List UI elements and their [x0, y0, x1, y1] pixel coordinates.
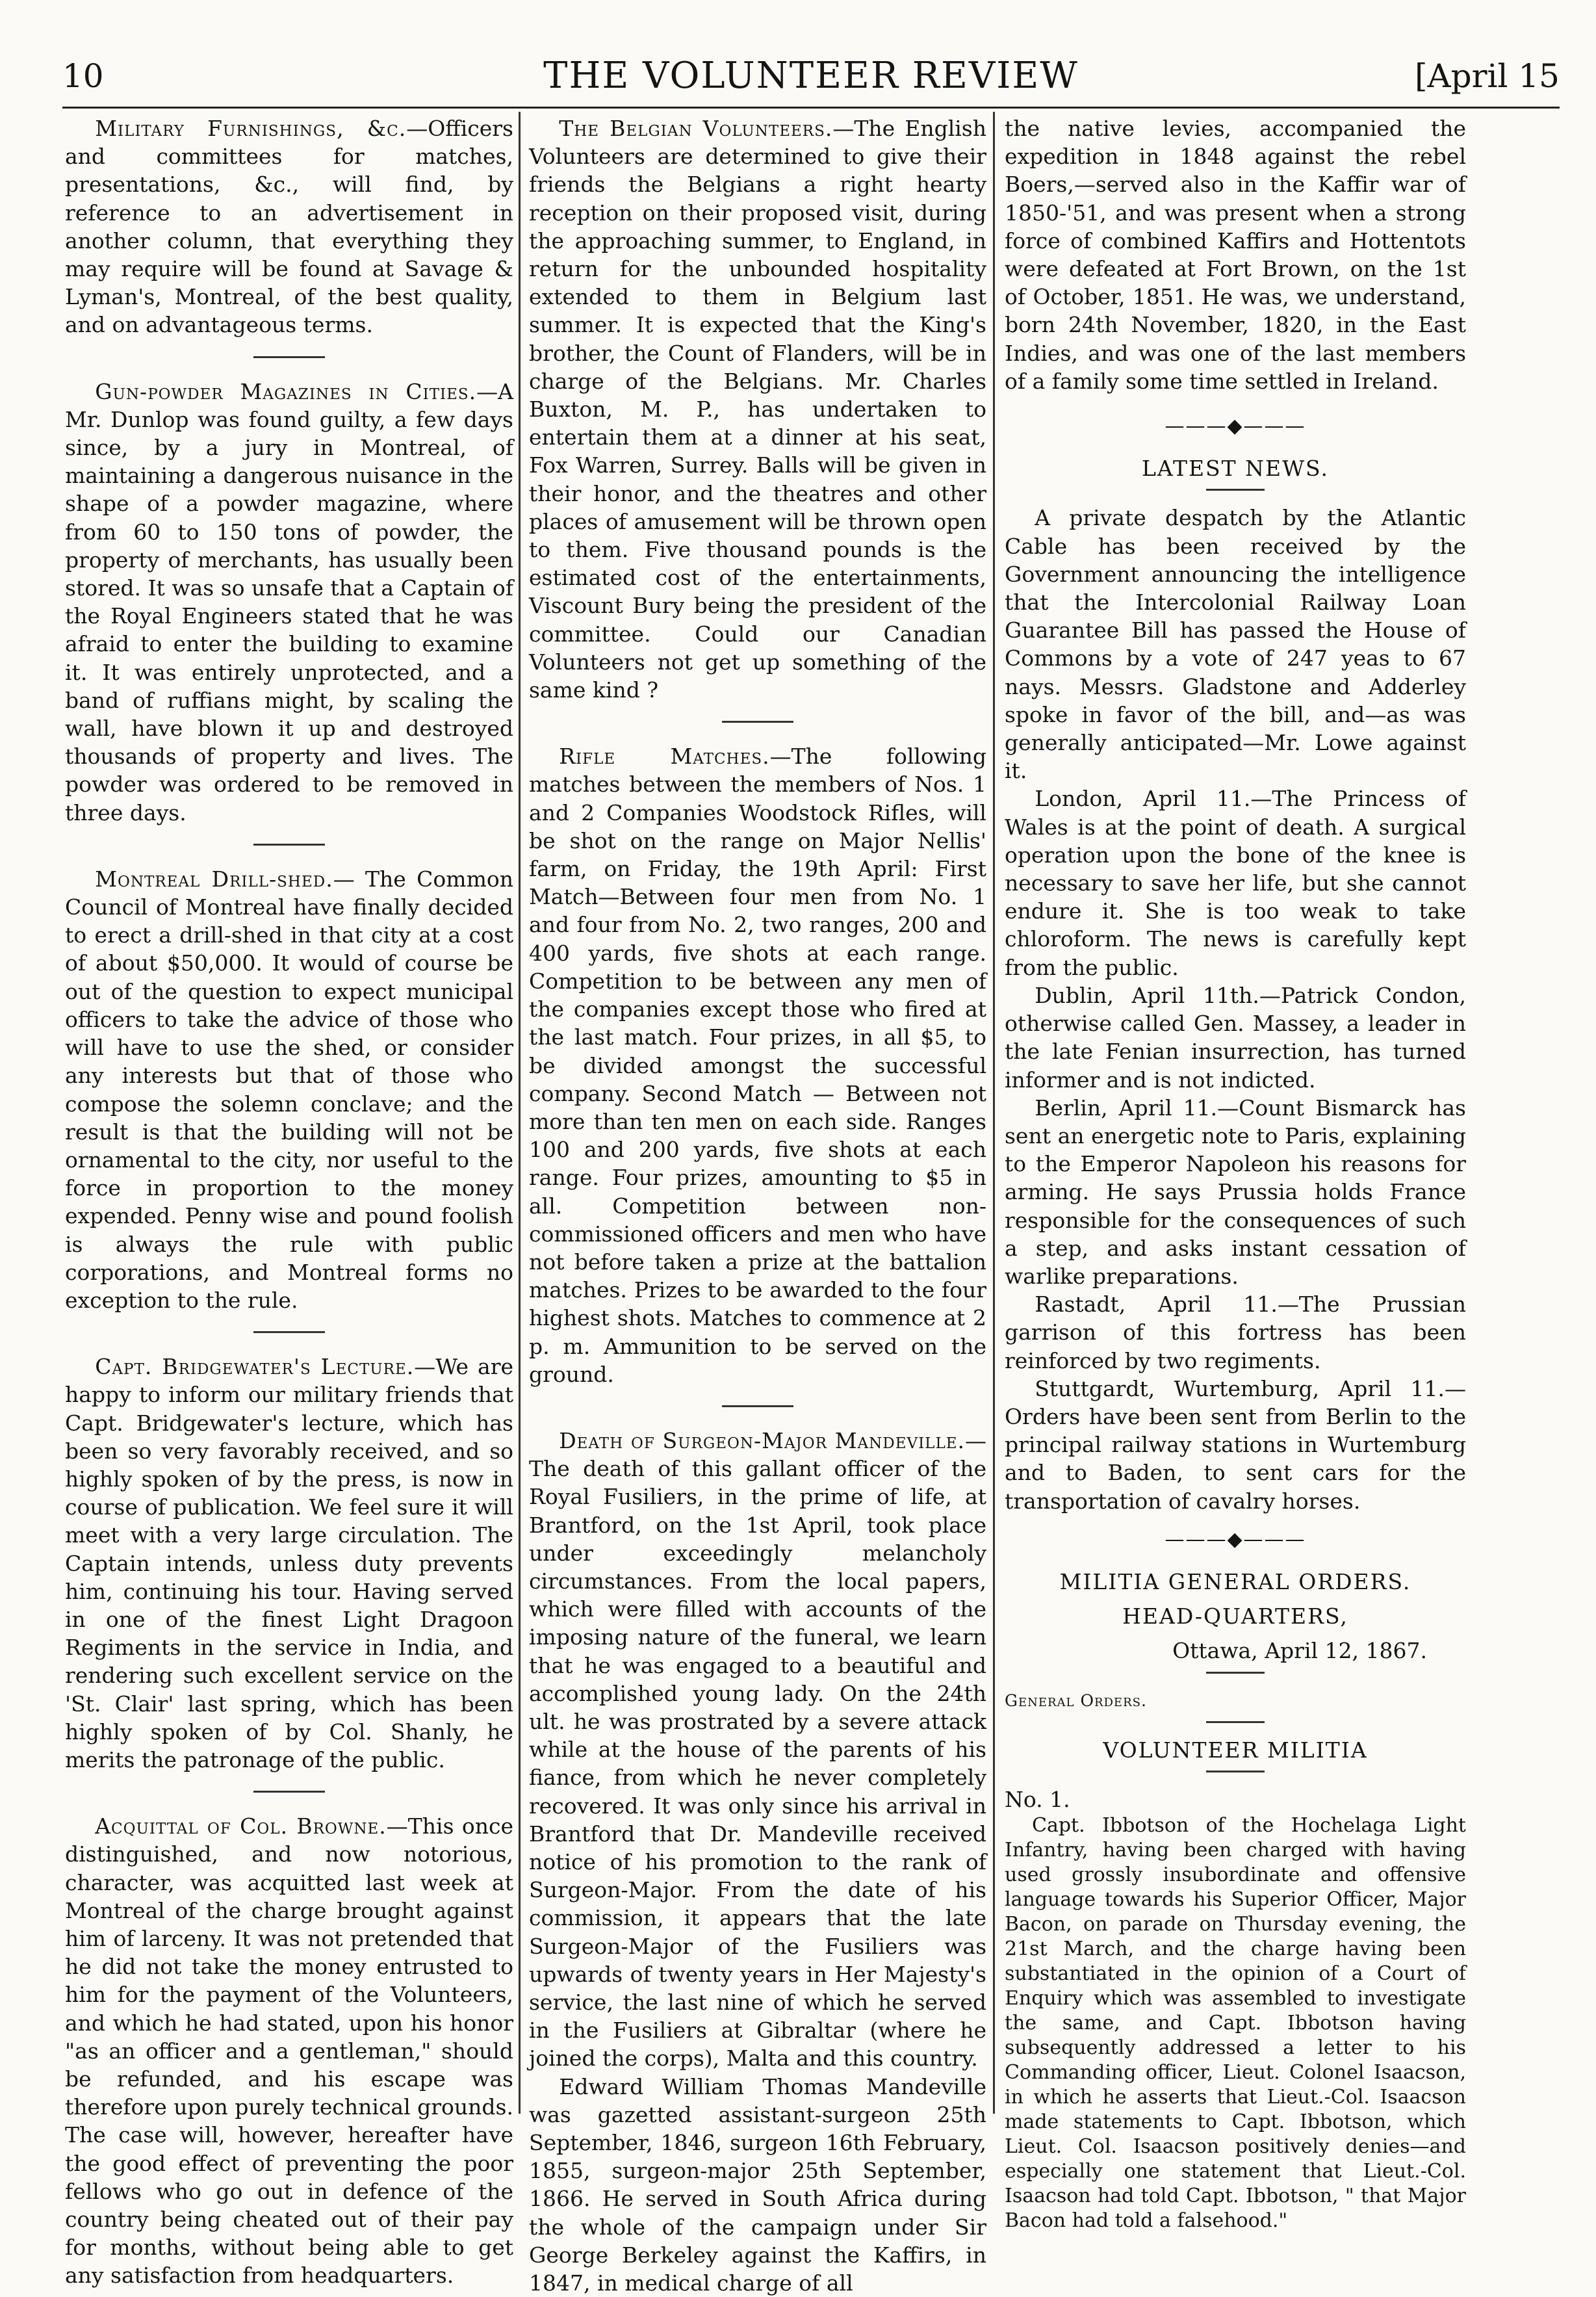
- header-rule: [62, 107, 1560, 109]
- article-separator: [722, 721, 793, 723]
- title-rule: [1206, 1771, 1265, 1772]
- column-3: [1005, 114, 1466, 2233]
- article-browne-acquittal: [65, 1812, 513, 2289]
- article-heading: The Belgian Volunteers.: [559, 116, 833, 141]
- headquarters-title: HEAD-QUARTERS,: [1122, 1603, 1348, 1629]
- article-body: —This once distinguished, and now notorious, character, was acquitted last week at Montreal of the charge brought against him of larceny. It was not pretended that he did not take the money entrusted to him for the payment of the Volunteers, and which he had stated, upon his honor "as an officer and a gentleman," should be refunded, and his escape was therefore upon purely technical grounds. The case will, however, hereafter have the good effect of preventing the poor fellows who go out in defence of the country being cheated out of their pay for months, without being able to get any satisfaction from headquarters.: [65, 1813, 513, 2289]
- title-rule: [1206, 1672, 1265, 1674]
- news-item: Dublin, April 11th.—Patrick Condon, otherwise called Gen. Massey, a leader in the late Fenian insurrection, has turned informer and is not indicted.: [1005, 982, 1466, 1093]
- section-title-latest-news: LATEST NEWS.: [1142, 456, 1329, 482]
- news-item: A private despatch by the Atlantic Cable has been received by the Government announcing the intelligence that the Intercolonial Railway Loan Guarantee Bill has passed the House of Commons by a vote of 247 yeas to 67 nays. Messrs. Gladstone and Adderley spoke in favor of the bill, and—as was generally anticipated—Mr. Lowe against it.: [1005, 505, 1466, 784]
- news-item: London, April 11.—The Princess of Wales is at the point of death. A surgical operation upon the bone of the knee is necessary to save her life, but she cannot endure it. She is too weak to take chloroform. The news is carefully kept from the public.: [1005, 786, 1466, 980]
- article-bridgewater-lecture: [65, 1353, 513, 1774]
- column-divider: [519, 112, 521, 2114]
- section-title-militia-orders: MILITIA GENERAL ORDERS.: [1059, 1568, 1411, 1594]
- article-gunpowder-magazines: [65, 378, 513, 827]
- article-heading: Death of Surgeon-Major Mandeville.: [559, 1427, 965, 1453]
- column-divider: [993, 112, 995, 2114]
- article-separator: [253, 356, 325, 358]
- article-body: —Officers and committees for matches, presentations, &c., will find, by reference to an advertisement in another column, that everything they may require will be found at Savage & Lyman's, Montreal, of the best quality, and on advantageous terms.: [65, 116, 513, 338]
- column-1: [65, 114, 513, 2289]
- article-drill-shed: [65, 865, 513, 1314]
- article-rifle-matches: [529, 742, 986, 1388]
- general-orders-label: General Orders.: [1005, 1691, 1147, 1710]
- article-heading: Montreal Drill-shed.: [95, 866, 333, 892]
- ornament-divider: ———◆———: [1165, 415, 1306, 438]
- page-number: 10: [62, 57, 104, 95]
- order-number: No. 1.: [1005, 1786, 1070, 1812]
- article-heading: Rifle Matches.: [559, 744, 770, 770]
- page-header: [62, 57, 1560, 103]
- column-2: [529, 114, 986, 2296]
- article-mandeville-continued: [1005, 114, 1466, 395]
- news-item: Stuttgardt, Wurtemburg, April 11.—Orders have been sent from Berlin to the principal railway stations in Wurtemburg and to Baden, to sent cars for the transportation of cavalry horses.: [1005, 1375, 1466, 1514]
- article-body-continued: Edward William Thomas Mandeville was gazetted assistant-surgeon 25th September, 1846, surgeon 16th February, 1855, surgeon-major 25th September, 1866. He served in South Africa during the whole of the campaign under Sir George Berkeley against the Kaffirs, in 1847, in medical charge of all: [529, 2073, 986, 2296]
- issue-date: [April 15: [1414, 57, 1560, 95]
- article-body: — The Common Council of Montreal have finally decided to erect a drill-shed in that city at a cost of about $50,000. It would of course be out of the question to expect municipal officers to take the advice of those who will have to use the shed, or consider any interests but that of those who compose the solemn conclave; and the result is that the building will not be ornamental to the city, nor useful to the force in proportion to the money expended. Penny wise and pound foolish is always the rule with public corporations, and Montreal forms no exception to the rule.: [65, 866, 513, 1313]
- article-military-furnishings: [65, 114, 513, 339]
- masthead-title: THE VOLUNTEER REVIEW: [543, 55, 1079, 97]
- article-body: —The English Volunteers are determined to give their friends the Belgians a right hearty reception on their proposed visit, during the approaching summer, to England, in return for the unbounded hospitality extended to them in Belgium last summer. It is expected that the King's brother, the Count of Flanders, will be in charge of the Belgians. Mr. Charles Buxton, M. P., has undertaken to entertain them at a dinner at his seat, Fox Warren, Surrey. Balls will be given in their honor, and the theatres and other places of amusement will be thrown open to them. Five thousand pounds is the estimated cost of the entertainments, Viscount Bury being the president of the committee. Could our Canadian Volunteers not get up something of the same kind ?: [529, 116, 986, 703]
- article-heading: Gun-powder Magazines in Cities.: [95, 378, 477, 404]
- article-belgian-volunteers: [529, 114, 986, 704]
- title-rule: [1206, 489, 1265, 491]
- article-separator: [253, 1331, 325, 1333]
- article-body: —The following matches between the members of Nos. 1 and 2 Companies Woodstock Rifles, will be shot on the range on Major Nellis' farm, on Friday, the 19th April: First Match—Between four men from No. 1 and four from No. 2, two ranges, 200 and 400 yards, five shots at each range. Competition to be between any men of the companies except those who fired at the last match. Four prizes, in all $5, to be divided amongst the successful company. Second Match — Between not more than ten men on each side. Ranges 100 and 200 yards, five shots at each range. Four prizes, amounting to $5 in all. Competition between non-commissioned officers and men who have not before taken a prize at the battalion matches. Prizes to be awarded to the four highest shots. Matches to commence at 2 p. m. Ammunition to be served on the ground.: [529, 744, 986, 1387]
- headquarters-place-date: Ottawa, April 12, 1867.: [1172, 1638, 1427, 1664]
- volunteer-militia-title: VOLUNTEER MILITIA: [1103, 1737, 1368, 1763]
- article-separator: [253, 844, 325, 846]
- article-heading: Capt. Bridgewater's Lecture.: [95, 1354, 415, 1380]
- article-heading: Acquittal of Col. Browne.: [95, 1813, 387, 1839]
- news-item: Rastadt, April 11.—The Prussian garrison of this fortress has been reinforced by two regiments.: [1005, 1291, 1466, 1373]
- article-body: —A Mr. Dunlop was found guilty, a few days since, by a jury in Montreal, of maintaining a dangerous nuisance in the shape of a powder magazine, where from 60 to 150 tons of powder, the property of merchants, has usually been stored. It was so unsafe that a Captain of the Royal Engineers stated that he was afraid to enter the building to examine it. It was entirely unprotected, and a band of ruffians might, by scaling the wall, have blown it up and destroyed thousands of property and lives. The powder was ordered to be removed in three days.: [65, 378, 513, 825]
- article-body: —We are happy to inform our military friends that Capt. Bridgewater's lecture, which has been so very favorably received, and so highly spoken of by the press, is now in course of publication. We feel sure it will meet with a very large circulation. The Captain intends, unless duty prevents him, continuing his tour. Having served in one of the finest Light Dragoon Regiments in the service in India, and rendering such excellent service on the 'St. Clair' last spring, which has been highly spoken of by Col. Shanly, he merits the patronage of the public.: [65, 1354, 513, 1772]
- article-heading: Military Furnishings, &c.: [95, 116, 407, 141]
- ornament-divider: ———◆———: [1165, 1527, 1306, 1551]
- news-item: Berlin, April 11.—Count Bismarck has sent an energetic note to Paris, explaining to the Emperor Napoleon his reasons for arming. He says Prussia holds France responsible for the consequences of such a step, and asks instant cessation of warlike preparations.: [1005, 1095, 1466, 1289]
- order-body: Capt. Ibbotson of the Hochelaga Light Infantry, having been charged with having used grossly insubordinate and offensive language towards his Superior Officer, Major Bacon, on parade on Thursday evening, the 21st March, and the charge having been substantiated in the opinion of a Court of Enquiry which was assembled to investigate the same, and Capt. Ibbotson having subsequently addressed a letter to his Commanding officer, Lieut. Colonel Isaacson, in which he asserts that Lieut.-Col. Isaacson made statements to Capt. Ibbotson, which Lieut. Col. Isaacson positively denies—and especially one statement that Lieut.-Col. Isaacson had told Capt. Ibbotson, " that Major Bacon had told a falsehood.": [1005, 1814, 1466, 2233]
- article-body: — The death of this gallant officer of the Royal Fusiliers, in the prime of life, at Brantford, on the 1st April, took place under exceedingly melancholy circumstances. From the local papers, which were filled with accounts of the imposing nature of the funeral, we learn that he was engaged to a beautiful and accomplished young lady. On the 24th ult. he was prostrated by a severe attack while at the house of the parents of his fiance, from which he never completely recovered. It was only since his arrival in Brantford that Dr. Mandeville received notice of his promotion to the rank of Surgeon-Major. From the date of his commission, it appears that the late Surgeon-Major of the Fusiliers was upwards of twenty years in Her Majesty's service, the last nine of which he served in the Fusiliers at Gibraltar (where he joined the corps), Malta and this country.: [529, 1427, 986, 2071]
- article-mandeville-death: [529, 1427, 986, 2297]
- article-separator: [722, 1405, 793, 1407]
- article-body: the native levies, accompanied the expedition in 1848 against the rebel Boers,—served also in the Kaffir war of 1850-'51, and was present when a strong force of combined Kaffirs and Hottentots were defeated at Fort Brown, on the 1st of October, 1851. He was, we understand, born 24th November, 1820, in the East Indies, and was one of the last members of a family some time settled in Ireland.: [1005, 116, 1466, 394]
- title-rule: [1206, 1721, 1265, 1723]
- article-separator: [253, 1791, 325, 1793]
